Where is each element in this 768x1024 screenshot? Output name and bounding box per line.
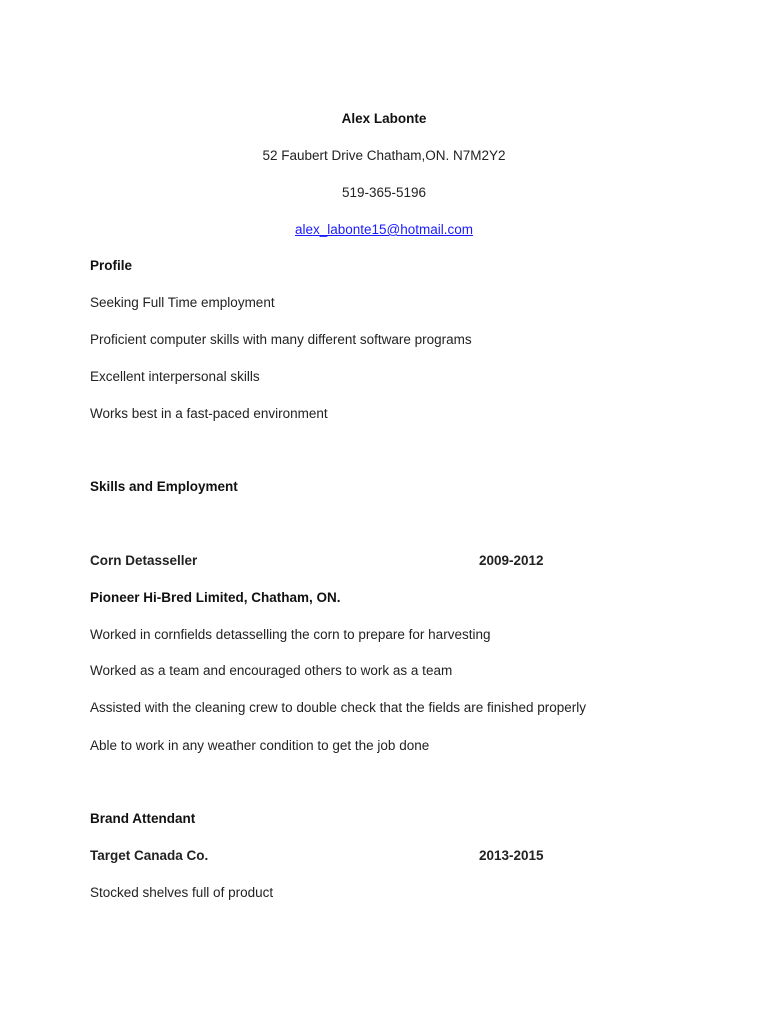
job-employer: Target Canada Co. <box>90 848 209 863</box>
profile-item: Works best in a fast-paced environment <box>90 406 328 421</box>
profile-item: Seeking Full Time employment <box>90 295 275 310</box>
job-title: Corn Detasseller <box>90 553 198 568</box>
job-duty: Worked as a team and encouraged others to work as a team <box>90 663 453 678</box>
job-duty: Worked in cornfields detasselling the corn to prepare for harvesting <box>90 627 491 642</box>
job-employer: Pioneer Hi-Bred Limited, Chatham, ON. <box>90 590 341 605</box>
applicant-email-link[interactable]: alex_labonte15@hotmail.com <box>294 222 474 237</box>
profile-item: Excellent interpersonal skills <box>90 369 260 384</box>
job-dates: 2013-2015 <box>479 848 544 863</box>
job-dates: 2009-2012 <box>479 553 544 568</box>
skills-heading: Skills and Employment <box>90 479 238 494</box>
job-duty: Stocked shelves full of product <box>90 885 274 900</box>
job-header-row <box>90 553 690 569</box>
profile-item: Proficient computer skills with many different software programs <box>90 332 472 347</box>
job-duty: Assisted with the cleaning crew to double check that the fields are finished properly <box>90 700 587 715</box>
applicant-email-container <box>0 222 768 238</box>
job-title: Brand Attendant <box>90 811 196 826</box>
job-duty: Able to work in any weather condition to get the job done <box>90 738 430 753</box>
applicant-name: Alex Labonte <box>341 111 427 126</box>
profile-heading: Profile <box>90 258 133 273</box>
applicant-phone: 519-365-5196 <box>341 185 427 200</box>
job-header-row <box>90 848 690 864</box>
applicant-address: 52 Faubert Drive Chatham,ON. N7M2Y2 <box>262 148 506 163</box>
